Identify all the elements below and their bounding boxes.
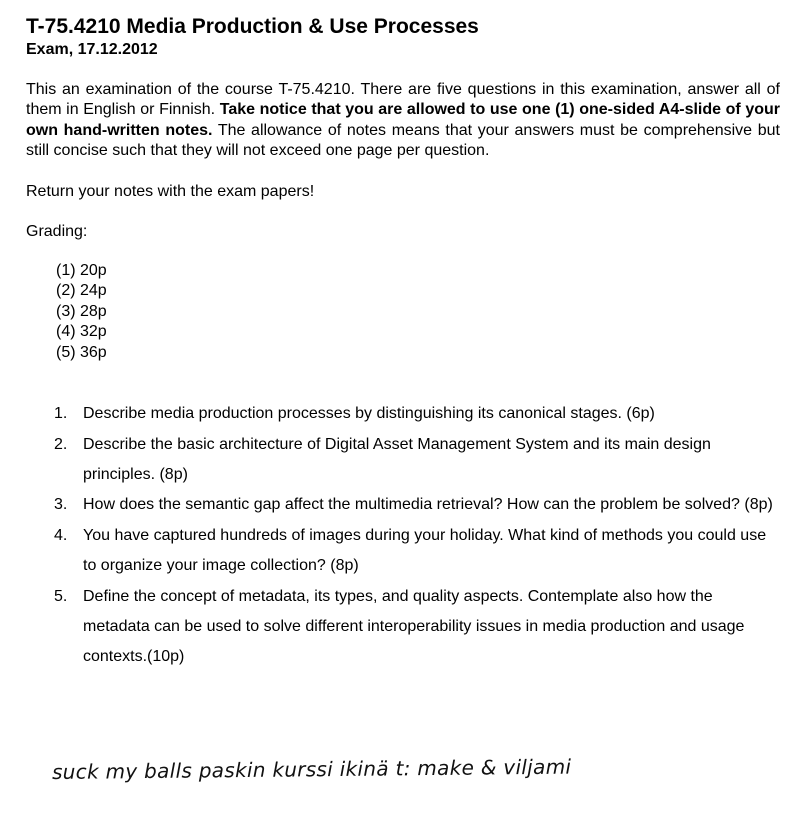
question-text: How does the semantic gap affect the multimedia retrieval? How can the problem be solved? (8p) [83, 496, 773, 514]
question-item [26, 430, 780, 491]
return-notes-instruction: Return your notes with the exam papers! [26, 182, 315, 200]
grading-list [56, 261, 780, 364]
grading-item: (5) 36p [56, 343, 107, 361]
question-number: 3. [54, 496, 68, 514]
page-title: T-75.4210 Media Production & Use Processes [26, 15, 479, 38]
grading-item: (1) 20p [56, 261, 107, 279]
question-number: 5. [54, 587, 68, 605]
grading-item: (3) 28p [56, 302, 107, 320]
grading-label: Grading: [26, 222, 88, 240]
exam-document [26, 14, 780, 673]
question-text: Define the concept of metadata, its types, and quality aspects. Contemplate also how the metadata can be used to solve different interoperability issues in media production and usage contexts.(10p) [83, 587, 745, 666]
question-item [26, 399, 780, 429]
question-text: Describe media production processes by distinguishing its canonical stages. (6p) [83, 405, 655, 423]
question-text: Describe the basic architecture of Digital Asset Management System and its main design principles. (8p) [83, 435, 711, 483]
question-item [26, 521, 780, 582]
question-text: You have captured hundreds of images during your holiday. What kind of methods you could use to organize your image collection? (8p) [83, 526, 767, 575]
exam-date: Exam, 17.12.2012 [26, 41, 158, 58]
question-item [26, 582, 780, 673]
intro-bold-notice: Take notice that you are allowed to use one (1) one-sided A4-slide of your own hand-written notes. [26, 101, 780, 139]
intro-paragraph [26, 80, 780, 162]
intro-text-part2: The allowance of notes means that your answers must be comprehensive but still concise such that they will not exceed one page per question. [26, 121, 780, 160]
intro-text-part1: This an examination of the course T-75.4210. There are five questions in this examination, answer all of them in English or Finnish. [26, 81, 780, 119]
handwritten-note: suck my balls paskin kurssi ikinä t: make & viljami [51, 754, 572, 784]
question-number: 4. [54, 526, 68, 544]
grading-item: (2) 24p [56, 282, 107, 300]
question-number: 2. [54, 435, 68, 453]
question-number: 1. [54, 405, 68, 423]
question-list [26, 399, 780, 673]
grading-item: (4) 32p [56, 323, 107, 341]
question-item [26, 490, 780, 520]
